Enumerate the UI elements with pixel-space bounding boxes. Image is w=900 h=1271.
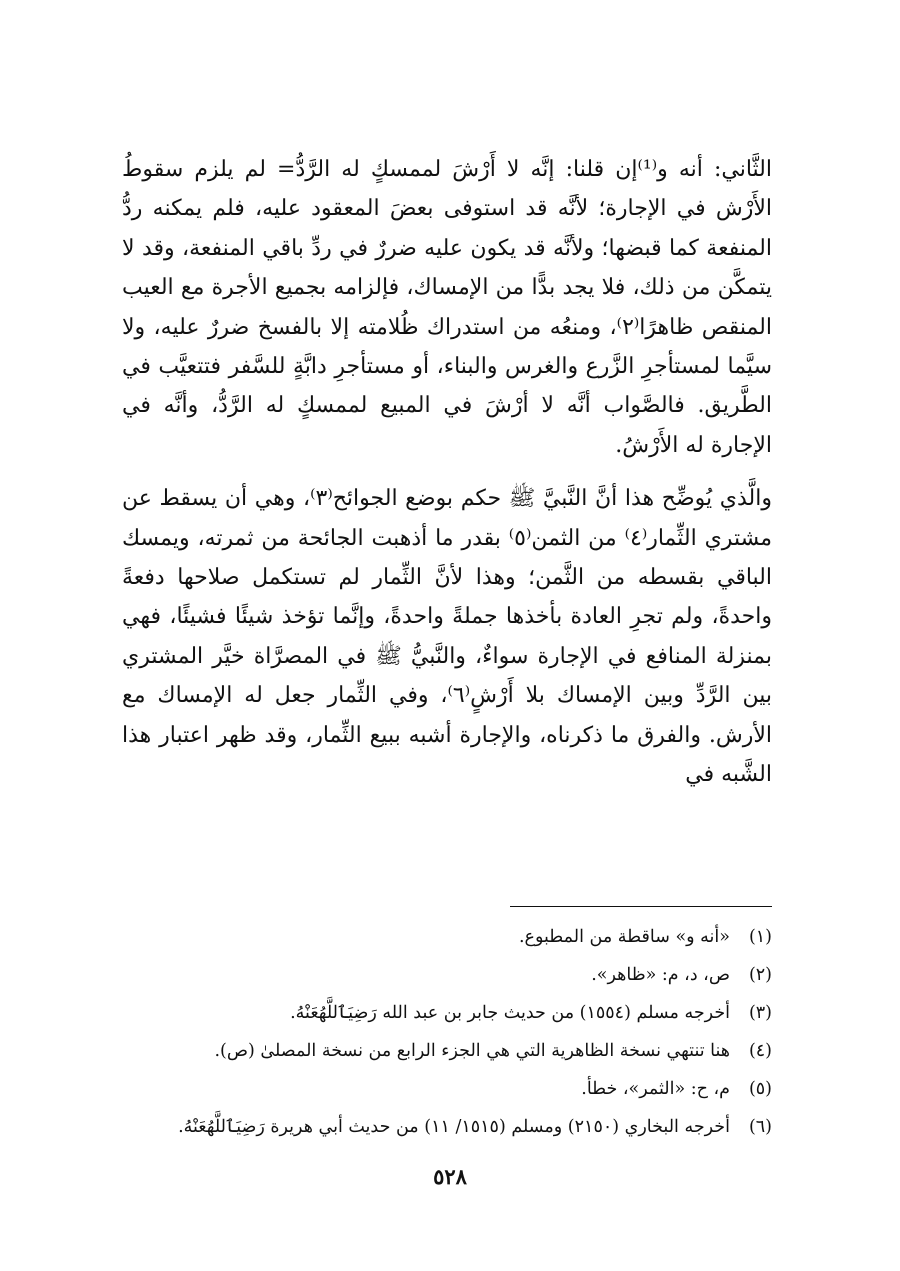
body-paragraph-2: والَّذي يُوضِّح هذا أنَّ النَّبيَّ ﷺ حكم بوضع الجوائح⁽٣⁾، وهي أن يسقط عن مشتري الثِّمار⁽٤⁾ من الثمن⁽٥⁾ بقدر ما أذهبت الجائحة من ثمرته، ويمسك الباقي بقسطه من الثَّمن؛ وهذا لأنَّ الثِّمار لم تستكمل صلاحها دفعةً واحدةً، ولم تجرِ العادة بأخذها جملةً واحدةً، وإنَّما تؤخذ شيئًا فشيئًا، فهي بمنزلة المنافع في الإجارة سواءٌ، والنَّبيُّ ﷺ في المصرَّاة خيَّر المشتري بين الرَّدِّ وبين الإمساك بلا أَرْشٍ⁽٦⁾، وفي الثِّمار جعل له الإمساك مع الأرش. والفرق ما ذكرناه، والإجارة أشبه ببيع الثِّمار، وقد ظهر اعتبار هذا الشَّبه في — [122, 486, 772, 788]
footnote-text: «أنه و» ساقطة من المطبوع. — [518, 927, 730, 947]
footnote-number: (٦) — [748, 1117, 772, 1137]
footnote-text: ص، د، م: «ظاهر». — [591, 965, 730, 985]
footnote-text: أخرجه البخاري (٢١٥٠) ومسلم (١٥١٥/ ١١) من حديث أبي هريرة رَضِيَٱللَّهُعَنْهُ. — [178, 1117, 730, 1137]
footnote-separator — [510, 906, 772, 907]
footnote-3 — [122, 994, 772, 1032]
footnote-4 — [122, 1032, 772, 1070]
footnote-number: (٢) — [748, 965, 772, 985]
footnote-number: (٣) — [748, 1003, 772, 1023]
footnote-1 — [122, 918, 772, 956]
footnote-5 — [122, 1070, 772, 1108]
footnote-number: (٥) — [748, 1079, 772, 1099]
page-number: ٥٢٨ — [433, 1164, 467, 1189]
footnote-6 — [122, 1108, 772, 1146]
footnotes-list — [122, 918, 772, 1146]
footnote-2 — [122, 956, 772, 994]
footnote-number: (٤) — [748, 1041, 772, 1061]
body-paragraph-1: الثَّاني: أنه و⁽¹⁾إن قلنا: إنَّه لا أَرْشَ لممسكٍ له الرَّدُّ= لم يلزم سقوطُ الأَرْش في الإجارة؛ لأنَّه قد استوفى بعضَ المعقود عليه، فلم يمكنه ردُّ المنفعة كما قبضها؛ ولأنَّه قد يكون عليه ضررٌ في ردِّ باقي المنفعة، وقد لا يتمكَّن من ذلك، فلا يجد بدًّا من الإمساك، فإلزامه بجميع الأجرة مع العيب المنقص ظاهرًا⁽٢⁾، ومنعُه من استدراك ظُلامته إلا بالفسخ ضررٌ عليه، ولا سيَّما لمستأجرِ الزَّرع والغرس والبناء، أو مستأجرِ دابَّةٍ للسَّفر فتتعيَّب في الطَّريق. فالصَّواب أنَّه لا أرْشَ في المبيع لممسكٍ له الرَّدُّ، وأنَّه في الإجارة له الأَرْشُ. — [122, 157, 772, 458]
footnote-text: أخرجه مسلم (١٥٥٤) من حديث جابر بن عبد الله رَضِيَٱللَّهُعَنْهُ. — [290, 1003, 730, 1023]
footnote-text: م، ح: «الثمر»، خطأ. — [581, 1079, 730, 1099]
footnote-number: (١) — [748, 927, 772, 947]
footnote-text: هنا تنتهي نسخة الظاهرية التي هي الجزء الرابع من نسخة المصلىٰ (ص). — [214, 1041, 730, 1061]
